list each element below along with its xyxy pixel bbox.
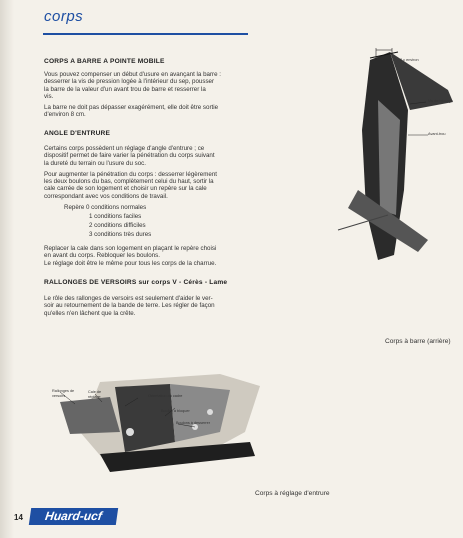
text-line: la dureté du terrain ou l'usure du soc.	[44, 159, 146, 167]
figure-caption-entrure: Corps à réglage d'entrure	[255, 490, 330, 497]
section-heading-entrure: ANGLE D'ENTRURE	[44, 130, 111, 137]
section-body-entrure	[44, 145, 249, 200]
text-line: Le rôle des rallonges de versoirs est seulement d'aider le ver-	[44, 295, 213, 302]
repere-item: 2 conditions difficiles	[89, 222, 146, 229]
page-number: 14	[14, 513, 23, 522]
text-line: soir au retournement de la bande de terre. Les régler de façon	[44, 302, 215, 310]
repere-item: 1 conditions faciles	[89, 213, 142, 220]
text-line: les deux boulons du bas, complètement celui du haut, sortir la	[44, 178, 214, 186]
section-body-barre	[44, 71, 249, 119]
text-line: Replacer la cale dans son logement en plaçant le repère choisi	[44, 245, 217, 252]
text-line: cale carrée de son logement et choisir un repère sur la cale	[44, 185, 207, 193]
section-heading-rallonges: RALLONGES DE VERSOIRS sur corps V - Cérès - Lame	[44, 279, 228, 286]
text-line: la barre de la valeur d'un avant trou de barre et resserrer la	[44, 85, 206, 93]
title-rule	[43, 33, 248, 35]
label-vis-blocage: Vis de blocage	[428, 99, 453, 103]
label-environ: 8 c environ	[400, 58, 419, 62]
text-line: Certains corps possèdent un réglage d'angle d'entrure ; ce	[44, 145, 205, 152]
text-line: qu'elles n'en lâchent que la crête.	[44, 309, 136, 317]
label-rallonges: Rallonges de versoirs	[52, 389, 75, 398]
repere-item: 3 conditions très dures	[89, 231, 152, 238]
label-avant-trou: Avant-trou	[428, 132, 446, 136]
text-line: Pour augmenter la pénétration du corps : desserrer légèrement	[44, 170, 218, 178]
repere-item: Repère 0 conditions normales	[64, 204, 147, 211]
text-line: en avant du corps. Rebloquer les boulons.	[44, 252, 160, 260]
section-body-rallonges	[44, 295, 254, 317]
label-cale: Cale de réglage	[88, 390, 102, 399]
text-line: vis.	[44, 92, 54, 100]
label-boulons-desserrer: Boulons à desserrer	[176, 421, 210, 425]
figure-corps-barre	[318, 40, 463, 305]
brand-logo: Huard-ucf	[29, 508, 118, 525]
page-title: corps	[44, 8, 84, 25]
label-boulon-bloquer: Boulon à bloquer	[161, 409, 190, 413]
text-line: Le réglage doit être le même pour tous les corps de la charrue.	[44, 259, 217, 267]
page-binding-shadow	[0, 0, 14, 538]
text-line: desserrer la vis de pression logée à l'intérieur du sep, pousser	[44, 78, 215, 86]
text-line: dispositif permet de faire varier la pénétration du corps suivant	[44, 152, 215, 160]
text-line: La barre ne doit pas dépasser exagérément, elle doit être sortie	[44, 104, 219, 112]
text-line: correspondant avec vos conditions de travail.	[44, 192, 168, 200]
section-heading-barre: CORPS A BARRE A POINTE MOBILE	[44, 58, 165, 65]
text-line: Vous pouvez compenser un début d'usure en avançant la barre :	[44, 71, 221, 78]
figure-caption-barre: Corps à barre (arrière)	[385, 338, 451, 345]
label-orientation: Orientation du cadre	[148, 394, 183, 398]
section-body-entrure-after	[44, 245, 259, 267]
text-line: d'environ 8 cm.	[44, 111, 86, 119]
